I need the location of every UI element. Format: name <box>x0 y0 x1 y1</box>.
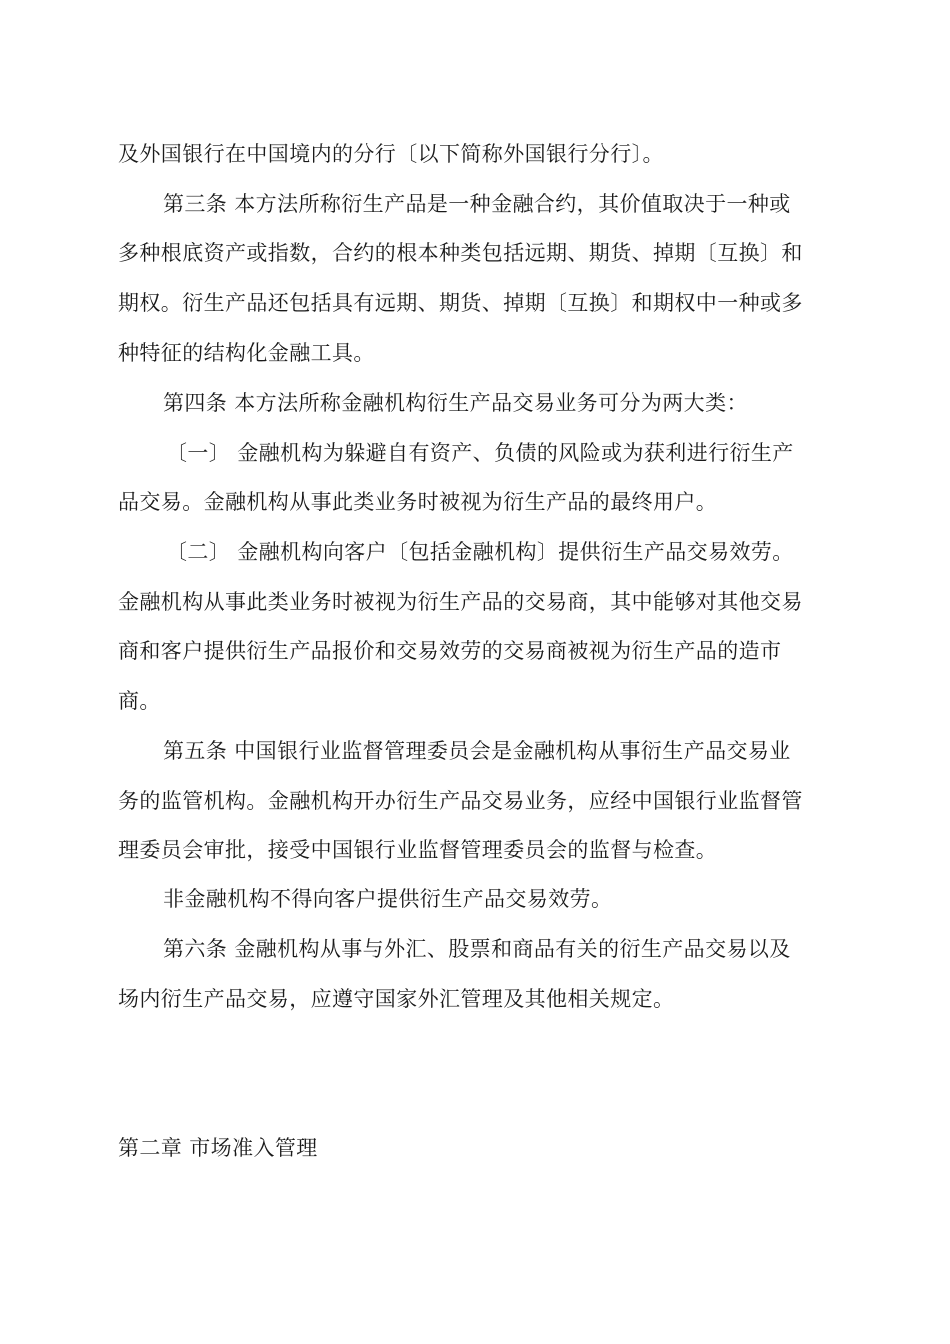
text-line: 金融机构从事此类业务时被视为衍生产品的交易商，其中能够对其他交易 <box>118 590 803 614</box>
article-5-line: 第五条 中国银行业监督管理委员会是金融机构从事衍生产品交易业 <box>163 739 791 763</box>
article-3-line: 第三条 本方法所称衍生产品是一种金融合约，其价值取决于一种或 <box>163 192 791 216</box>
text-line: 商。 <box>118 689 161 713</box>
article-6-line: 第六条 金融机构从事与外汇、股票和商品有关的衍生产品交易以及 <box>163 937 791 961</box>
chapter-heading: 第二章 市场准入管理 <box>118 1136 318 1160</box>
text-line: 品交易。金融机构从事此类业务时被视为衍生产品的最终用户。 <box>118 490 718 514</box>
text-line: 商和客户提供衍生产品报价和交易效劳的交易商被视为衍生产品的造市 <box>118 639 782 663</box>
item-2-line: 〔二〕 金融机构向客户〔包括金融机构〕提供衍生产品交易效劳。 <box>166 540 794 564</box>
text-line: 及外国银行在中国境内的分行〔以下简称外国银行分行〕。 <box>118 142 664 166</box>
item-1-line: 〔一〕 金融机构为躲避自有资产、负债的风险或为获利进行衍生产 <box>166 441 794 465</box>
text-line: 务的监管机构。金融机构开办衍生产品交易业务，应经中国银行业监督管 <box>118 789 803 813</box>
text-line: 多种根底资产或指数，合约的根本种类包括远期、期货、掉期〔互换〕和 <box>118 241 803 265</box>
text-line: 场内衍生产品交易，应遵守国家外汇管理及其他相关规定。 <box>118 987 675 1011</box>
text-line: 期权。衍生产品还包括具有远期、期货、掉期〔互换〕和期权中一种或多 <box>118 291 803 315</box>
article-4-line: 第四条 本方法所称金融机构衍生产品交易业务可分为两大类： <box>163 391 748 415</box>
text-line: 理委员会审批，接受中国银行业监督管理委员会的监督与检查。 <box>118 838 718 862</box>
text-line: 非金融机构不得向客户提供衍生产品交易效劳。 <box>163 887 613 911</box>
text-line: 种特征的结构化金融工具。 <box>118 341 375 365</box>
